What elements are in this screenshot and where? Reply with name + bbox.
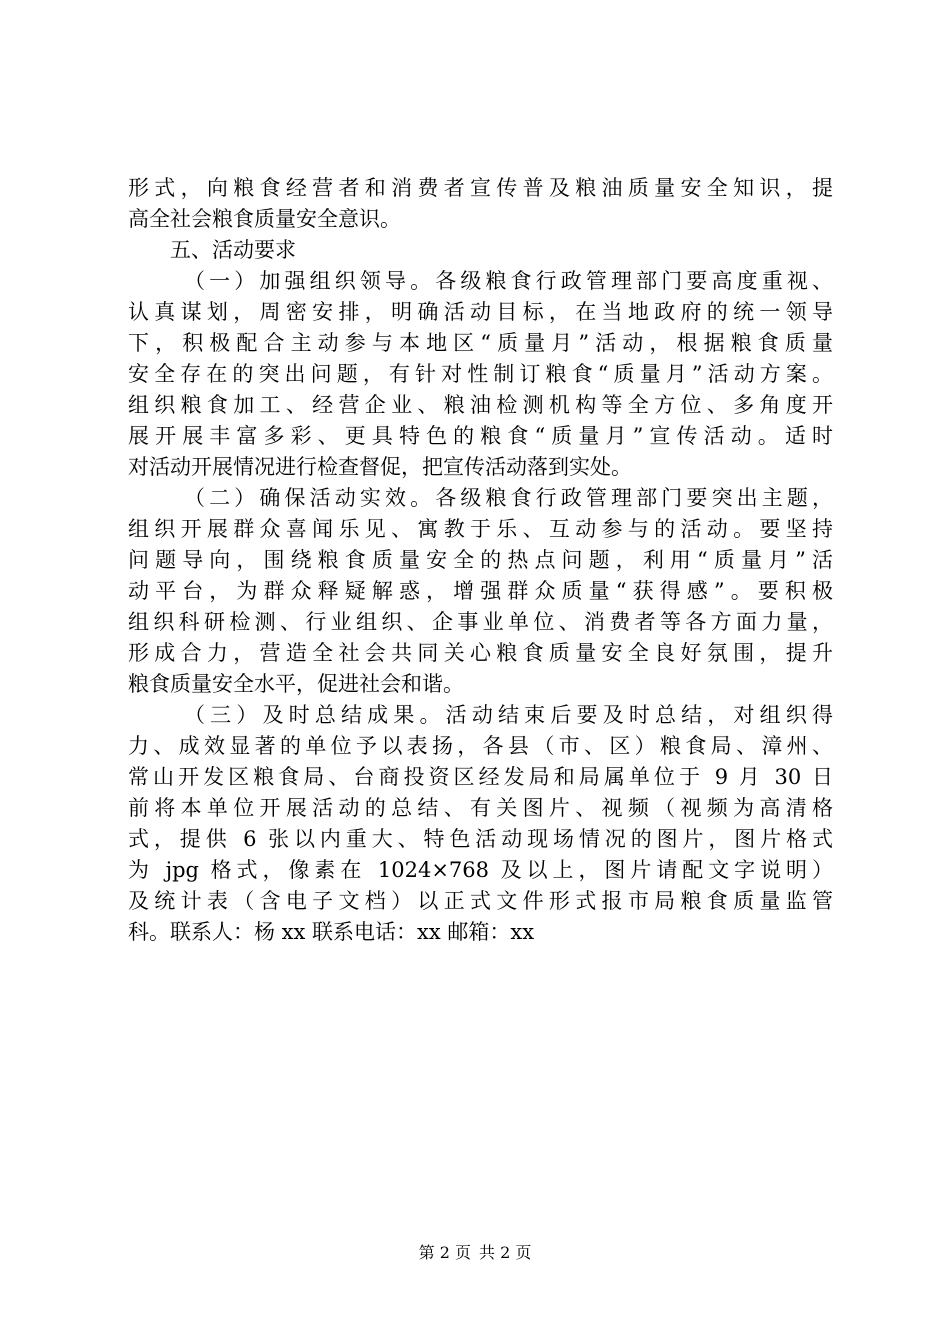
text-line: 下，积极配合主动参与本地区“质量月”活动，根据粮食质量	[128, 331, 833, 355]
text-line: 科。联系人：杨 xx 联系电话：xx 邮箱：xx	[128, 920, 535, 944]
text-line: 常山开发区粮食局、台商投资区经发局和局属单位于 9 月 30 日	[128, 765, 833, 789]
text-line: 组织开展群众喜闻乐见、寓教于乐、互动参与的活动。要坚持	[128, 517, 833, 541]
document-body	[128, 173, 833, 948]
page-number: 第 2 页	[418, 1243, 471, 1262]
text-line: 粮食质量安全水平，促进社会和谐。	[128, 672, 464, 696]
text-line: 形式，向粮食经营者和消费者宣传普及粮油质量安全知识，提	[128, 176, 833, 200]
text-line: 认真谋划，周密安排，明确活动目标，在当地政府的统一领导	[128, 300, 833, 324]
text-line: （三）及时总结成果。活动结束后要及时总结，对组织得	[184, 703, 833, 727]
text-line: 安全存在的突出问题，有针对性制订粮食“质量月”活动方案。	[128, 362, 833, 386]
text-line: 高全社会粮食质量安全意识。	[128, 207, 401, 231]
text-line: 组织粮食加工、经营企业、粮油检测机构等全方位、多角度开	[128, 393, 833, 417]
text-line: 展开展丰富多彩、更具特色的粮食“质量月”宣传活动。适时	[128, 424, 833, 448]
page-total: 共 2 页	[479, 1243, 532, 1262]
text-line: （一）加强组织领导。各级粮食行政管理部门要高度重视、	[184, 269, 833, 293]
text-line: 对活动开展情况进行检查督促，把宣传活动落到实处。	[128, 455, 632, 479]
text-line: 及统计表（含电子文档）以正式文件形式报市局粮食质量监管	[128, 889, 833, 913]
text-line: （二）确保活动实效。各级粮食行政管理部门要突出主题，	[184, 486, 833, 510]
text-line: 式，提供 6 张以内重大、特色活动现场情况的图片，图片格式	[128, 827, 833, 851]
text-line: 五、活动要求	[170, 238, 296, 262]
text-line: 问题导向，围绕粮食质量安全的热点问题，利用“质量月”活	[128, 548, 833, 572]
text-line: 为 jpg 格式，像素在 1024×768 及以上，图片请配文字说明）	[128, 858, 833, 882]
text-line: 力、成效显著的单位予以表扬，各县（市、区）粮食局、漳州、	[128, 734, 833, 758]
page-footer	[0, 1243, 950, 1263]
text-line: 前将本单位开展活动的总结、有关图片、视频（视频为高清格	[128, 796, 833, 820]
text-line: 动平台，为群众释疑解惑，增强群众质量“获得感”。要积极	[128, 579, 833, 603]
text-line: 形成合力，营造全社会共同关心粮食质量安全良好氛围，提升	[128, 641, 833, 665]
text-line: 组织科研检测、行业组织、企事业单位、消费者等各方面力量，	[128, 610, 833, 634]
